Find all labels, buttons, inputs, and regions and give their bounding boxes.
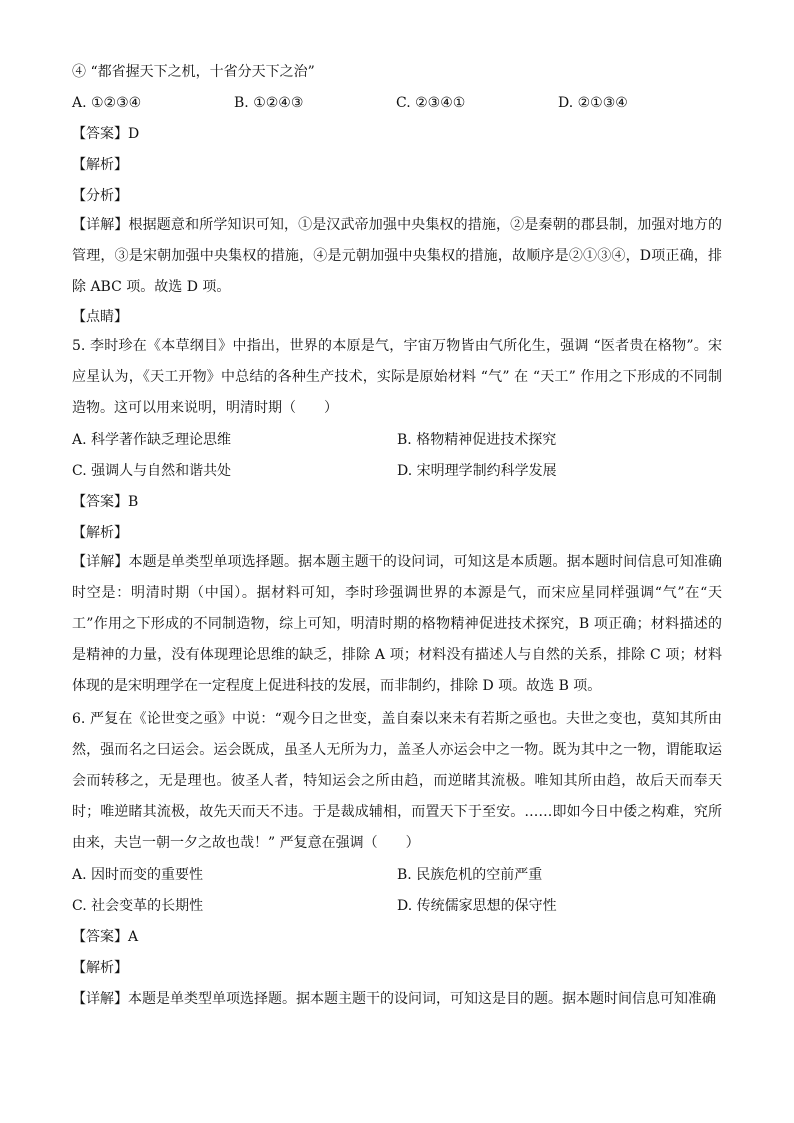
q6-stem: 6. 严复在《论世变之亟》中说：“观今日之世变，盖自秦以来未有若斯之亟也。夫世之变也，莫知其所由然，强而名之曰运会。运会既成，虽圣人无所为力，盖圣人亦运会中之一物。既为其中之一物，谓能取运会而转移之，无是理也。彼圣人者，特知运会之所由趋，而逆睹其流极。唯知其所由趋，故后天而奉天时；唯逆睹其流极，故先天而天不违。于是裁成辅相，而置天下于至安。……即如今日中倭之构难，究所由来，夫岂一朝一夕之故也哉！” 严复意在强调（ ） (72, 711, 722, 851)
q5-stem: 5. 李时珍在《本草纲目》中指出，世界的本原是气，宇宙万物皆由气所化生，强调 “医者贵在格物”。宋应星认为，《天工开物》中总结的各种生产技术，实际是原始材料 “气” 在 “天工” 作用之下形成的不同制造物。这可以用来说明，明清时期（ ） (72, 338, 722, 416)
q5-answer: 【答案】B (72, 494, 139, 510)
q4-option-d: D. ②①③④ (558, 95, 628, 111)
q4-item-4: ④ “都省握天下之机，十省分天下之治” (72, 64, 315, 80)
q4-dianjing-label: 【点睛】 (72, 309, 128, 325)
q4-option-b: B. ①②④③ (234, 95, 304, 111)
q6-analysis-label: 【解析】 (72, 960, 128, 976)
q4-options (72, 93, 722, 113)
q6-option-b: B. 民族危机的空前严重 (397, 867, 543, 883)
q6-options-row-2 (72, 896, 722, 916)
q6-option-c: C. 社会变革的长期性 (72, 898, 204, 914)
q4-option-c: C. ②③④① (396, 95, 466, 111)
q4-option-a: A. ①②③④ (72, 95, 142, 111)
document-page (72, 62, 722, 1009)
q5-option-c: C. 强调人与自然和谐共处 (72, 463, 232, 479)
q4-fenxi-label: 【分析】 (72, 188, 128, 204)
q5-option-a: A. 科学著作缺乏理论思维 (72, 432, 232, 448)
q5-analysis-label: 【解析】 (72, 525, 128, 541)
q4-answer: 【答案】D (72, 126, 140, 142)
q4-analysis-label: 【解析】 (72, 157, 128, 173)
q6-option-a: A. 因时而变的重要性 (72, 867, 204, 883)
q5-option-b: B. 格物精神促进技术探究 (397, 432, 557, 448)
q6-option-d: D. 传统儒家思想的保守性 (397, 898, 557, 914)
q6-options-row-1 (72, 865, 722, 885)
q5-options-row-1 (72, 430, 722, 450)
q5-option-d: D. 宋明理学制约科学发展 (397, 463, 557, 479)
q5-options-row-2 (72, 461, 722, 481)
q4-detail: 【详解】根据题意和所学知识可知，①是汉武帝加强中央集权的措施，②是秦朝的郡县制，加强对地方的管理，③是宋朝加强中央集权的措施，④是元朝加强中央集权的措施，故顺序是②①③④，D项正确，排除 ABC 项。故选 D 项。 (72, 217, 722, 295)
q5-detail: 【详解】本题是单类型单项选择题。据本题主题干的设问词，可知这是本质题。据本题时间信息可知准确时空是：明清时期（中国）。据材料可知，李时珍强调世界的本源是气，而宋应星同样强调“气”在“天工”作用之下形成的不同制造物，综上可知，明清时期的格物精神促进技术探究，B 项正确；材料描述的是精神的力量，没有体现理论思维的缺乏，排除 A 项；材料没有描述人与自然的关系，排除 C 项；材料体现的是宋明理学在一定程度上促进科技的发展，而非制约，排除 D 项。故选 B 项。 (72, 554, 722, 694)
q6-answer: 【答案】A (72, 929, 139, 945)
q6-detail: 【详解】本题是单类型单项选择题。据本题主题干的设问词，可知这是目的题。据本题时间信息可知准确 (72, 991, 716, 1007)
